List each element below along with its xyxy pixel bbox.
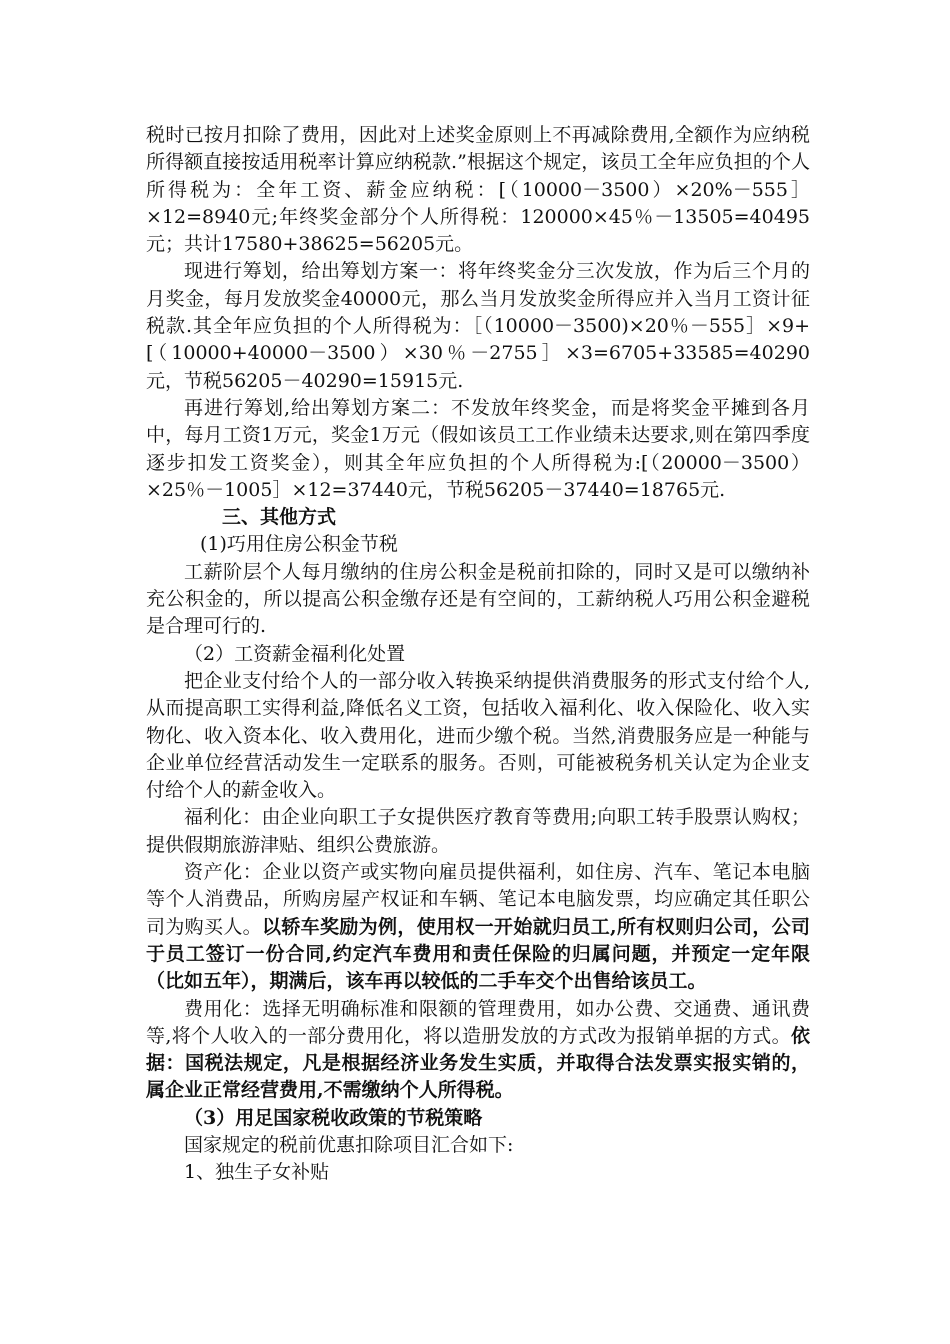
paragraph-housing-fund: 工薪阶层个人每月缴纳的住房公积金是税前扣除的，同时又是可以缴纳补充公积金的，所以提高公积金缴存还是有空间的，工薪纳税人巧用公积金避税是合理可行的. [146, 560, 810, 638]
subheading-salary-welfare: （2）工资薪金福利化处置 [184, 642, 406, 665]
list-item-only-child-subsidy: 1、独生子女补贴 [184, 1161, 330, 1184]
document-page [146, 122, 810, 1187]
paragraph-welfare: 福利化：由企业向职工子女提供医疗教育等费用;向职工转手股票认购权；提供假期旅游津贴、组织公费旅游。 [146, 806, 810, 856]
paragraph-expenses [146, 996, 810, 1105]
paragraph-salary-welfare: 把企业支付给个人的一部分收入转换采纳提供消费服务的形式支付给个人,从而提高职工实得利益,降低名义工资，包括收入福利化、收入保险化、收入实物化、收入资本化、收入费用化，进而少缴个税。当然,消费服务应是一种能与企业单位经营活动发生一定联系的服务。否则，可能被税务机关认定为企业支付给个人的薪金收入。 [146, 669, 810, 802]
paragraph-tax-calculation: 税时已按月扣除了费用，因此对上述奖金原则上不再减除费用,全额作为应纳税所得额直接按适用税率计算应纳税款.”根据这个规定，该员工全年应负担的个人所得税为：全年工资、薪金应纳税：[（10000－3500）×20%－555］×12=8940元;年终奖金部分个人所得税：120000×45％－13505=40495元；共计17580+38625=56205元。 [146, 124, 810, 256]
subheading-tax-policy: （3）用足国家税收政策的节税策略 [184, 1106, 483, 1129]
expenses-bold-text: 依据：国税法规定，凡是根据经济业务发生实质，并取得合法发票实报实销的，属企业正常经营费用,不需缴纳个人所得税。 [146, 1024, 810, 1102]
assets-text: 资产化：企业以资产或实物向雇员提供福利，如住房、汽车、笔记本电脑等个人消费品，所购房屋产权证和车辆、笔记本电脑发票，均应确定其任职公司为购买人。 [146, 861, 810, 938]
paragraph-deductions-intro: 国家规定的税前优惠扣除项目汇合如下: [184, 1133, 514, 1156]
paragraph-plan-one: 现进行筹划，给出筹划方案一：将年终奖金分三次发放，作为后三个月的月奖金，每月发放奖金40000元，那么当月发放奖金所得应并入当月工资计征税款.其全年应负担的个人所得税为：［（10000－3500)×20％－555］×9+[（10000+40000－3500）×30％－2755］×3=6705+33585=40290元，节税56205－40290=15915元. [146, 260, 810, 392]
assets-bold-text: 以轿车奖励为例，使用权一开始就归员工,所有权则归公司，公司于员工签订一份合同,约定汽车费用和责任保险的归属问题，并预定一定年限（比如五年），期满后，该车再以较低的二手车交个出售给该员工。 [146, 915, 810, 993]
expenses-text: 费用化：选择无明确标准和限额的管理费用，如办公费、交通费、通讯费等,将个人收入的一部分费用化，将以造册发放的方式改为报销单据的方式。 [146, 997, 810, 1047]
subheading-housing-fund: (1)巧用住房公积金节税 [200, 533, 398, 556]
paragraph-assets [146, 859, 810, 995]
section-heading-other-methods: 三、其他方式 [222, 506, 337, 529]
paragraph-plan-two: 再进行筹划,给出筹划方案二：不发放年终奖金，而是将奖金平摊到各月中，每月工资1万元，奖金1万元（假如该员工工作业绩未达要求,则在第四季度逐步扣发工资奖金），则其全年应负担的个人所得税为:[（20000－3500）×25％－1005］×12=37440元，节税56205－37440=18765元. [146, 396, 810, 501]
